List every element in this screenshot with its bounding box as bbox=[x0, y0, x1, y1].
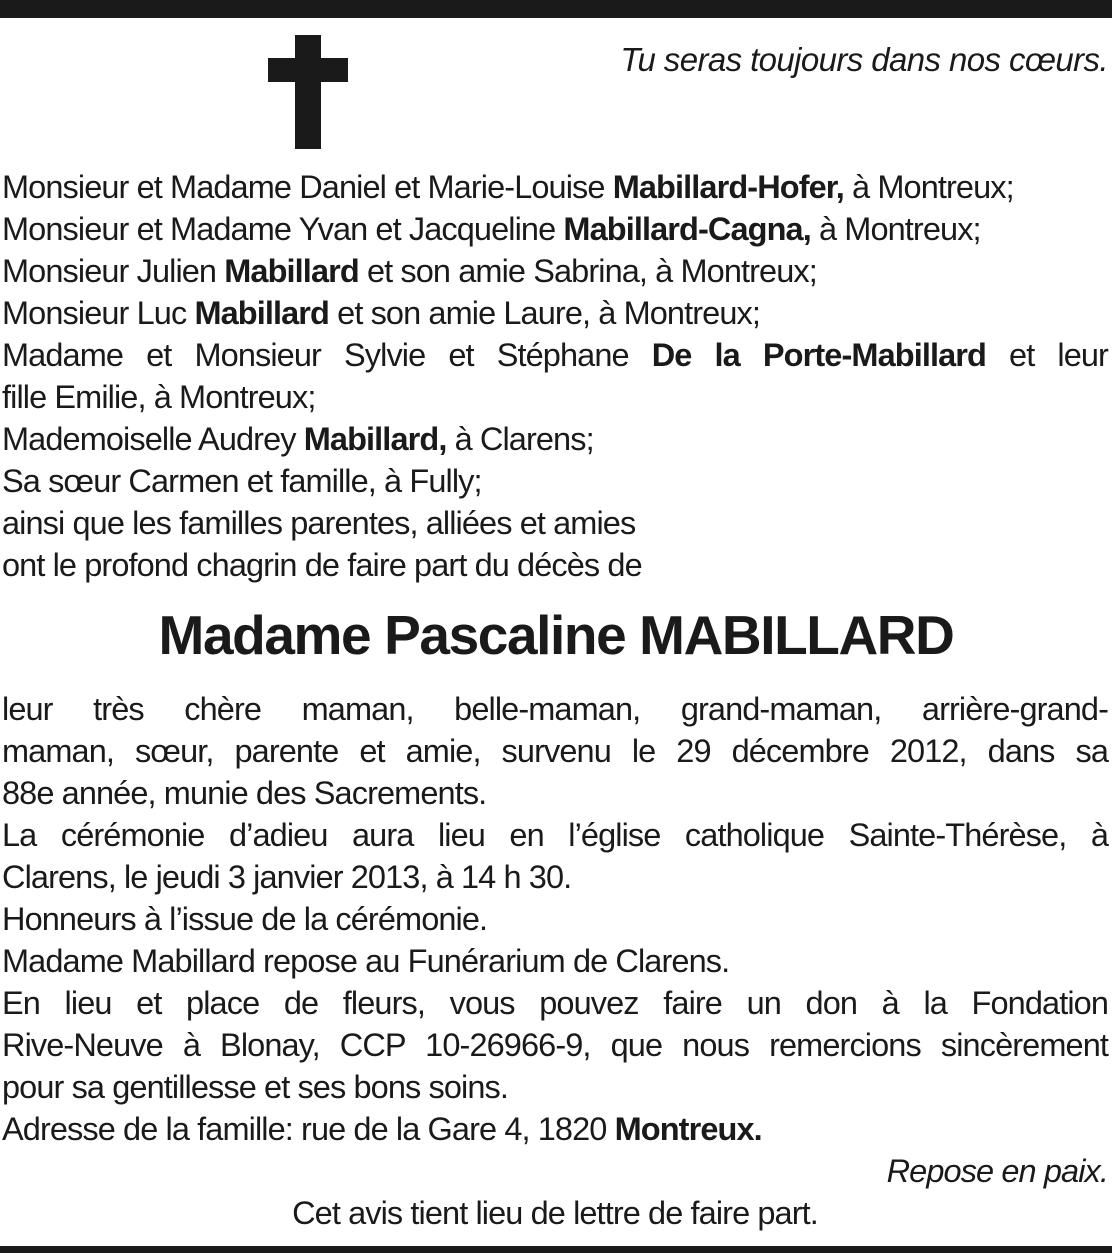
mourner-line: ainsi que les familles parentes, alliées et amies bbox=[2, 505, 636, 541]
mourner-line: Mademoiselle Audrey Mabillard, à Clarens; bbox=[2, 421, 594, 457]
mourner-line: Monsieur et Madame Daniel et Marie-Louise Mabillard-Hofer, à Montreux; bbox=[2, 169, 1014, 205]
body-line: Madame Mabillard repose au Funérarium de Clarens. bbox=[2, 943, 730, 979]
notice-line: Cet avis tient lieu de lettre de faire part. bbox=[292, 1195, 818, 1231]
body-line: Rive-Neuve à Blonay, CCP 10-26966-9, que nous remercions sincèrement bbox=[2, 1027, 1108, 1063]
mourner-line: Monsieur Julien Mabillard et son amie Sabrina, à Montreux; bbox=[2, 253, 817, 289]
body-line: maman, sœur, parente et amie, survenu le 29 décembre 2012, dans sa bbox=[2, 733, 1108, 769]
body-line: 88e année, munie des Sacrements. bbox=[2, 775, 487, 811]
mourner-line: Monsieur Luc Mabillard et son amie Laure, à Montreux; bbox=[2, 295, 760, 331]
closing-phrase: Repose en paix. bbox=[886, 1153, 1108, 1189]
top-rule bbox=[0, 0, 1112, 18]
body-line: Honneurs à l’issue de la cérémonie. bbox=[2, 901, 488, 937]
announcement-body bbox=[2, 688, 1108, 1234]
body-line: leur très chère maman, belle-maman, grand-maman, arrière-grand- bbox=[2, 691, 1108, 727]
mourner-line: Monsieur et Madame Yvan et Jacqueline Mabillard-Cagna, à Montreux; bbox=[2, 211, 981, 247]
mourner-line: fille Emilie, à Montreux; bbox=[2, 379, 316, 415]
deceased-name: Madame Pascaline MABILLARD bbox=[158, 604, 954, 666]
body-line: En lieu et place de fleurs, vous pouvez faire un don à la Fondation bbox=[2, 985, 1108, 1021]
family-address: Adresse de la famille: rue de la Gare 4, 1820 Montreux. bbox=[2, 1111, 762, 1147]
mourner-line: Madame et Monsieur Sylvie et Stéphane De la Porte-Mabillard et leur bbox=[2, 337, 1108, 373]
body-line: pour sa gentillesse et ses bons soins. bbox=[2, 1069, 508, 1105]
body-line: La cérémonie d’adieu aura lieu en l’église catholique Sainte-Thérèse, à bbox=[2, 817, 1108, 853]
mourner-line: ont le profond chagrin de faire part du décès de bbox=[2, 547, 642, 583]
mourners-list bbox=[2, 166, 1108, 586]
body-line: Clarens, le jeudi 3 janvier 2013, à 14 h 30. bbox=[2, 859, 572, 895]
mourner-line: Sa sœur Carmen et famille, à Fully; bbox=[2, 463, 482, 499]
cross-vertical-bar bbox=[295, 35, 321, 149]
epigraph: Tu seras toujours dans nos cœurs. bbox=[620, 41, 1108, 78]
cross-icon bbox=[268, 35, 348, 149]
cross-horizontal-bar bbox=[268, 58, 348, 82]
bottom-rule bbox=[0, 1246, 1112, 1253]
